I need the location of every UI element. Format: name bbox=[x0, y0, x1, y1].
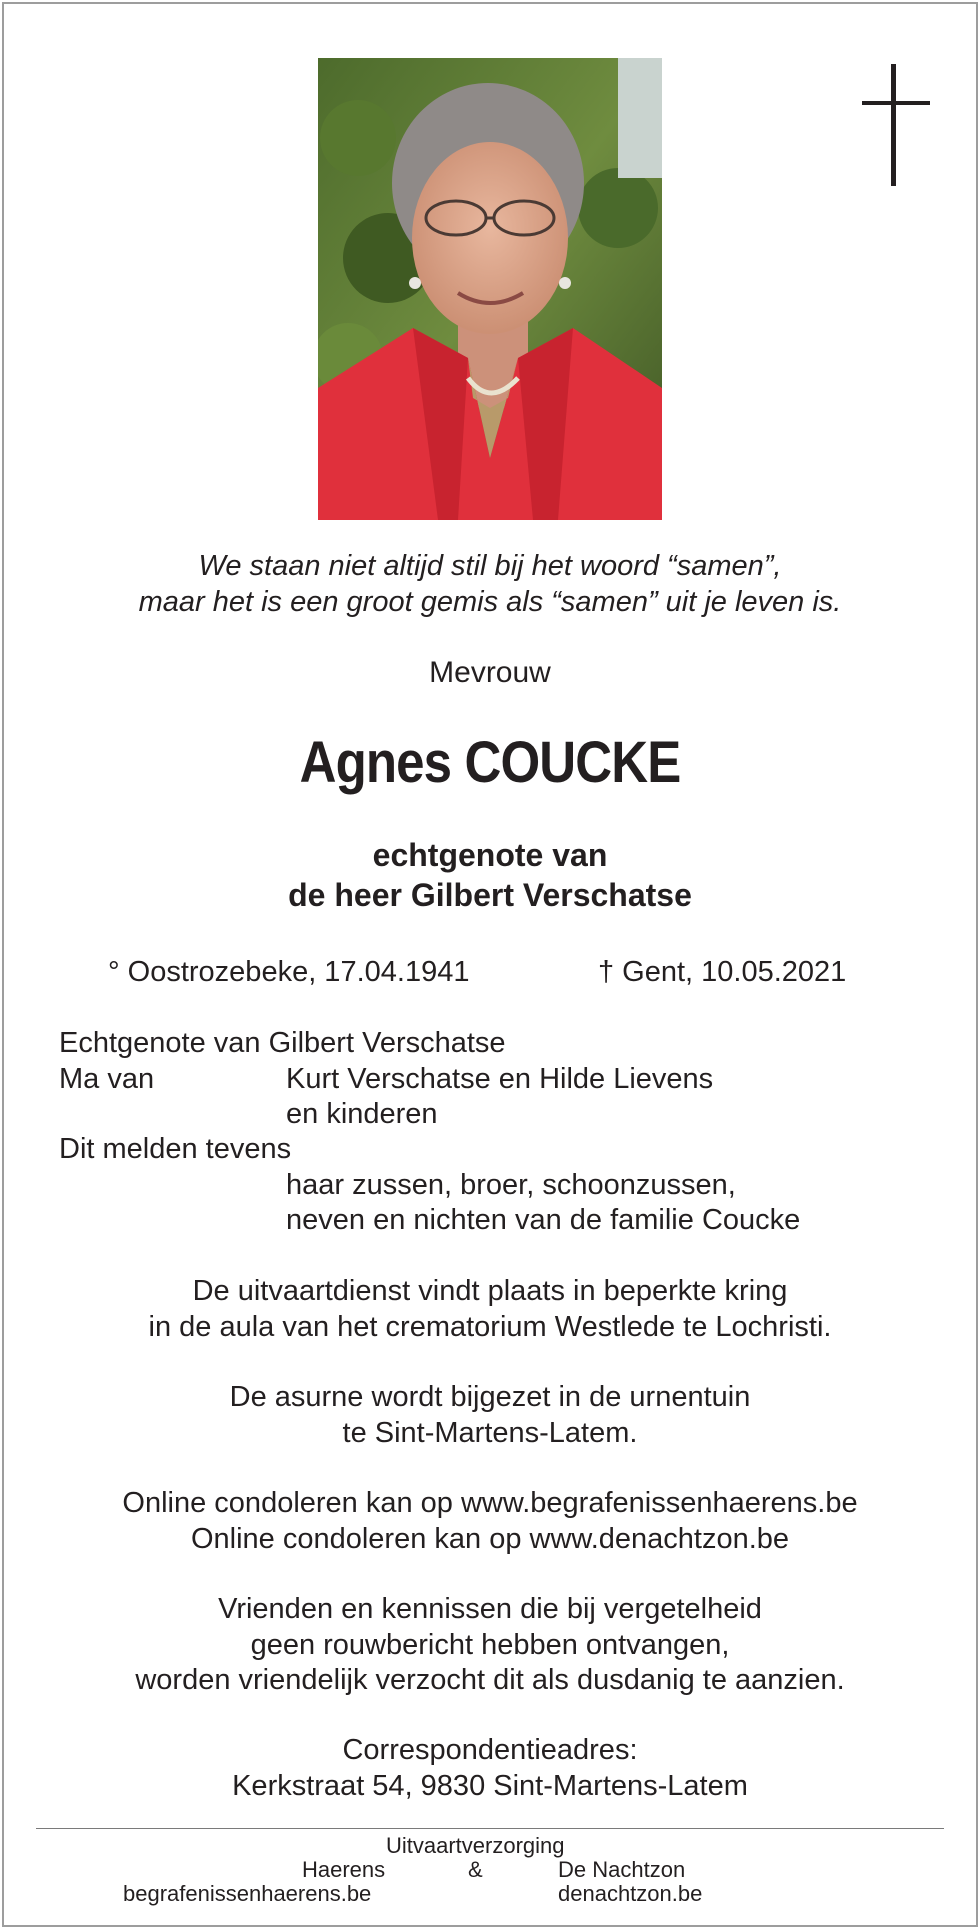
family-relatives: haar zussen, broer, schoonzussen, bbox=[286, 1169, 736, 1201]
footer-company-haerens: Haerens bbox=[302, 1857, 386, 1882]
address-info bbox=[0, 1733, 980, 1804]
family-relatives: neven en nichten van de familie Coucke bbox=[286, 1204, 801, 1236]
salutation: Mevrouw bbox=[429, 656, 551, 689]
memorial-quote bbox=[0, 548, 980, 620]
condolences-info bbox=[0, 1486, 980, 1557]
notice-line: Vrienden en kennissen die bij vergetelheid bbox=[218, 1593, 762, 1625]
family-mother-label: Ma van bbox=[59, 1063, 155, 1095]
spouse-info bbox=[0, 835, 980, 915]
condolences-line: Online condoleren kan op www.denachtzon.be bbox=[190, 1522, 790, 1555]
ceremony-line: in de aula van het crematorium Westlede te Lochristi. bbox=[148, 1310, 832, 1343]
footer-divider bbox=[36, 1828, 944, 1829]
address-value: Kerkstraat 54, 9830 Sint-Martens-Latem bbox=[232, 1769, 748, 1802]
footer-website-haerens: begrafenissenhaerens.be bbox=[123, 1881, 372, 1906]
portrait-photo bbox=[318, 58, 662, 520]
address-label: Correspondentieadres: bbox=[342, 1734, 638, 1766]
urn-info bbox=[0, 1380, 980, 1451]
condolences-line: Online condoleren kan op www.begrafenissenhaerens.be bbox=[122, 1487, 858, 1519]
family-spouse-line: Echtgenote van Gilbert Verschatse bbox=[59, 1027, 506, 1059]
family-also-label: Dit melden tevens bbox=[59, 1133, 292, 1165]
ceremony-info bbox=[0, 1274, 980, 1345]
footer-ampersand: & bbox=[468, 1857, 483, 1882]
notice-line: geen rouwbericht hebben ontvangen, bbox=[250, 1628, 730, 1661]
family-children: Kurt Verschatse en Hilde Lievens bbox=[286, 1063, 714, 1095]
urn-line: te Sint-Martens-Latem. bbox=[342, 1416, 638, 1449]
death-date: † Gent, 10.05.2021 bbox=[598, 956, 847, 988]
ceremony-line: De uitvaartdienst vindt plaats in beperkte kring bbox=[192, 1275, 788, 1307]
spouse-line: echtgenote van bbox=[372, 837, 608, 873]
urn-line: De asurne wordt bijgezet in de urnentuin bbox=[229, 1381, 751, 1413]
footer-company-nachtzon: De Nachtzon bbox=[558, 1857, 686, 1882]
birth-date: ° Oostrozebeke, 17.04.1941 bbox=[108, 956, 470, 988]
family-grandchildren: en kinderen bbox=[286, 1098, 438, 1130]
quote-line: We staan niet altijd stil bij het woord “samen”, bbox=[198, 550, 782, 582]
notice-info bbox=[0, 1592, 980, 1699]
cross-icon bbox=[855, 58, 935, 188]
notice-line: worden vriendelijk verzocht dit als dusdanig te aanzien. bbox=[135, 1664, 845, 1696]
footer-website-nachtzon: denachtzon.be bbox=[558, 1881, 703, 1906]
deceased-name: Agnes COUCKE bbox=[299, 730, 681, 795]
spouse-line: de heer Gilbert Verschatse bbox=[288, 877, 692, 913]
quote-line: maar het is een groot gemis als “samen” uit je leven is. bbox=[138, 586, 842, 618]
footer-title: Uitvaartverzorging bbox=[386, 1833, 565, 1858]
